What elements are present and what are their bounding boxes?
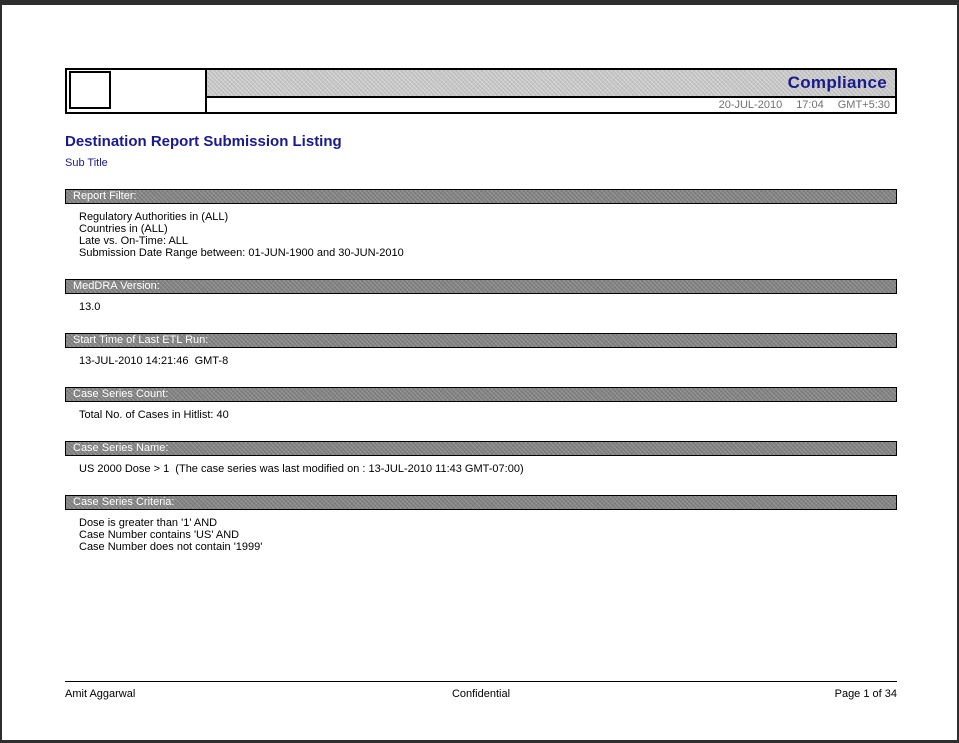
- section-header-case-series-name: Case Series Name:: [65, 441, 897, 456]
- section-line: Regulatory Authorities in (ALL): [79, 211, 229, 223]
- section-meddra-version: [65, 279, 897, 313]
- section-body: [65, 456, 897, 475]
- section-header-case-series-count: Case Series Count:: [65, 387, 897, 402]
- header-right: [207, 70, 895, 112]
- footer-page-number: Page 1 of 34: [834, 688, 897, 700]
- section-line: 13.0: [79, 301, 101, 313]
- section-line: Countries in (ALL): [79, 223, 168, 235]
- section-line: Submission Date Range between: 01-JUN-1900 and 30-JUN-2010: [79, 247, 404, 259]
- logo-cell: [67, 70, 207, 112]
- section-body: [65, 204, 897, 259]
- report-header: [65, 68, 897, 114]
- report-date: 20-JUL-2010: [718, 99, 783, 111]
- product-name: Compliance: [787, 73, 887, 92]
- page-title: Destination Report Submission Listing: [65, 133, 342, 150]
- section-line: Case Number contains 'US' AND: [79, 529, 240, 541]
- section-body: [65, 510, 897, 553]
- section-line: Total No. of Cases in Hitlist: 40: [79, 409, 229, 421]
- section-body: [65, 402, 897, 421]
- footer-classification: Confidential: [451, 688, 511, 700]
- section-line: 13-JUL-2010 14:21:46 GMT-8: [79, 355, 229, 367]
- section-case-series-criteria: [65, 495, 897, 553]
- report-timezone: GMT+5:30: [837, 99, 890, 111]
- report-content: [2, 5, 957, 553]
- logo-placeholder: [69, 71, 111, 109]
- report-datetime: [207, 98, 895, 112]
- section-report-filter: [65, 189, 897, 259]
- section-body: [65, 348, 897, 367]
- product-band: [207, 70, 895, 98]
- section-etl-run-time: [65, 333, 897, 367]
- section-header-meddra-version: MedDRA Version:: [65, 279, 897, 294]
- section-header-etl-run-time: Start Time of Last ETL Run:: [65, 333, 897, 348]
- section-case-series-name: [65, 441, 897, 475]
- section-line: Case Number does not contain '1999': [79, 541, 263, 553]
- section-line: Late vs. On-Time: ALL: [79, 235, 189, 247]
- section-header-case-series-criteria: Case Series Criteria:: [65, 495, 897, 510]
- section-line: US 2000 Dose > 1 (The case series was last modified on : 13-JUL-2010 11:43 GMT-07:00): [79, 463, 524, 475]
- page-footer: [65, 681, 897, 700]
- section-line: Dose is greater than '1' AND: [79, 517, 218, 529]
- section-body: [65, 294, 897, 313]
- section-case-series-count: [65, 387, 897, 421]
- section-header-report-filter: Report Filter:: [65, 189, 897, 204]
- footer-author: Amit Aggarwal: [65, 688, 136, 700]
- report-time: 17:04: [796, 99, 824, 111]
- page-subtitle: Sub Title: [65, 157, 108, 169]
